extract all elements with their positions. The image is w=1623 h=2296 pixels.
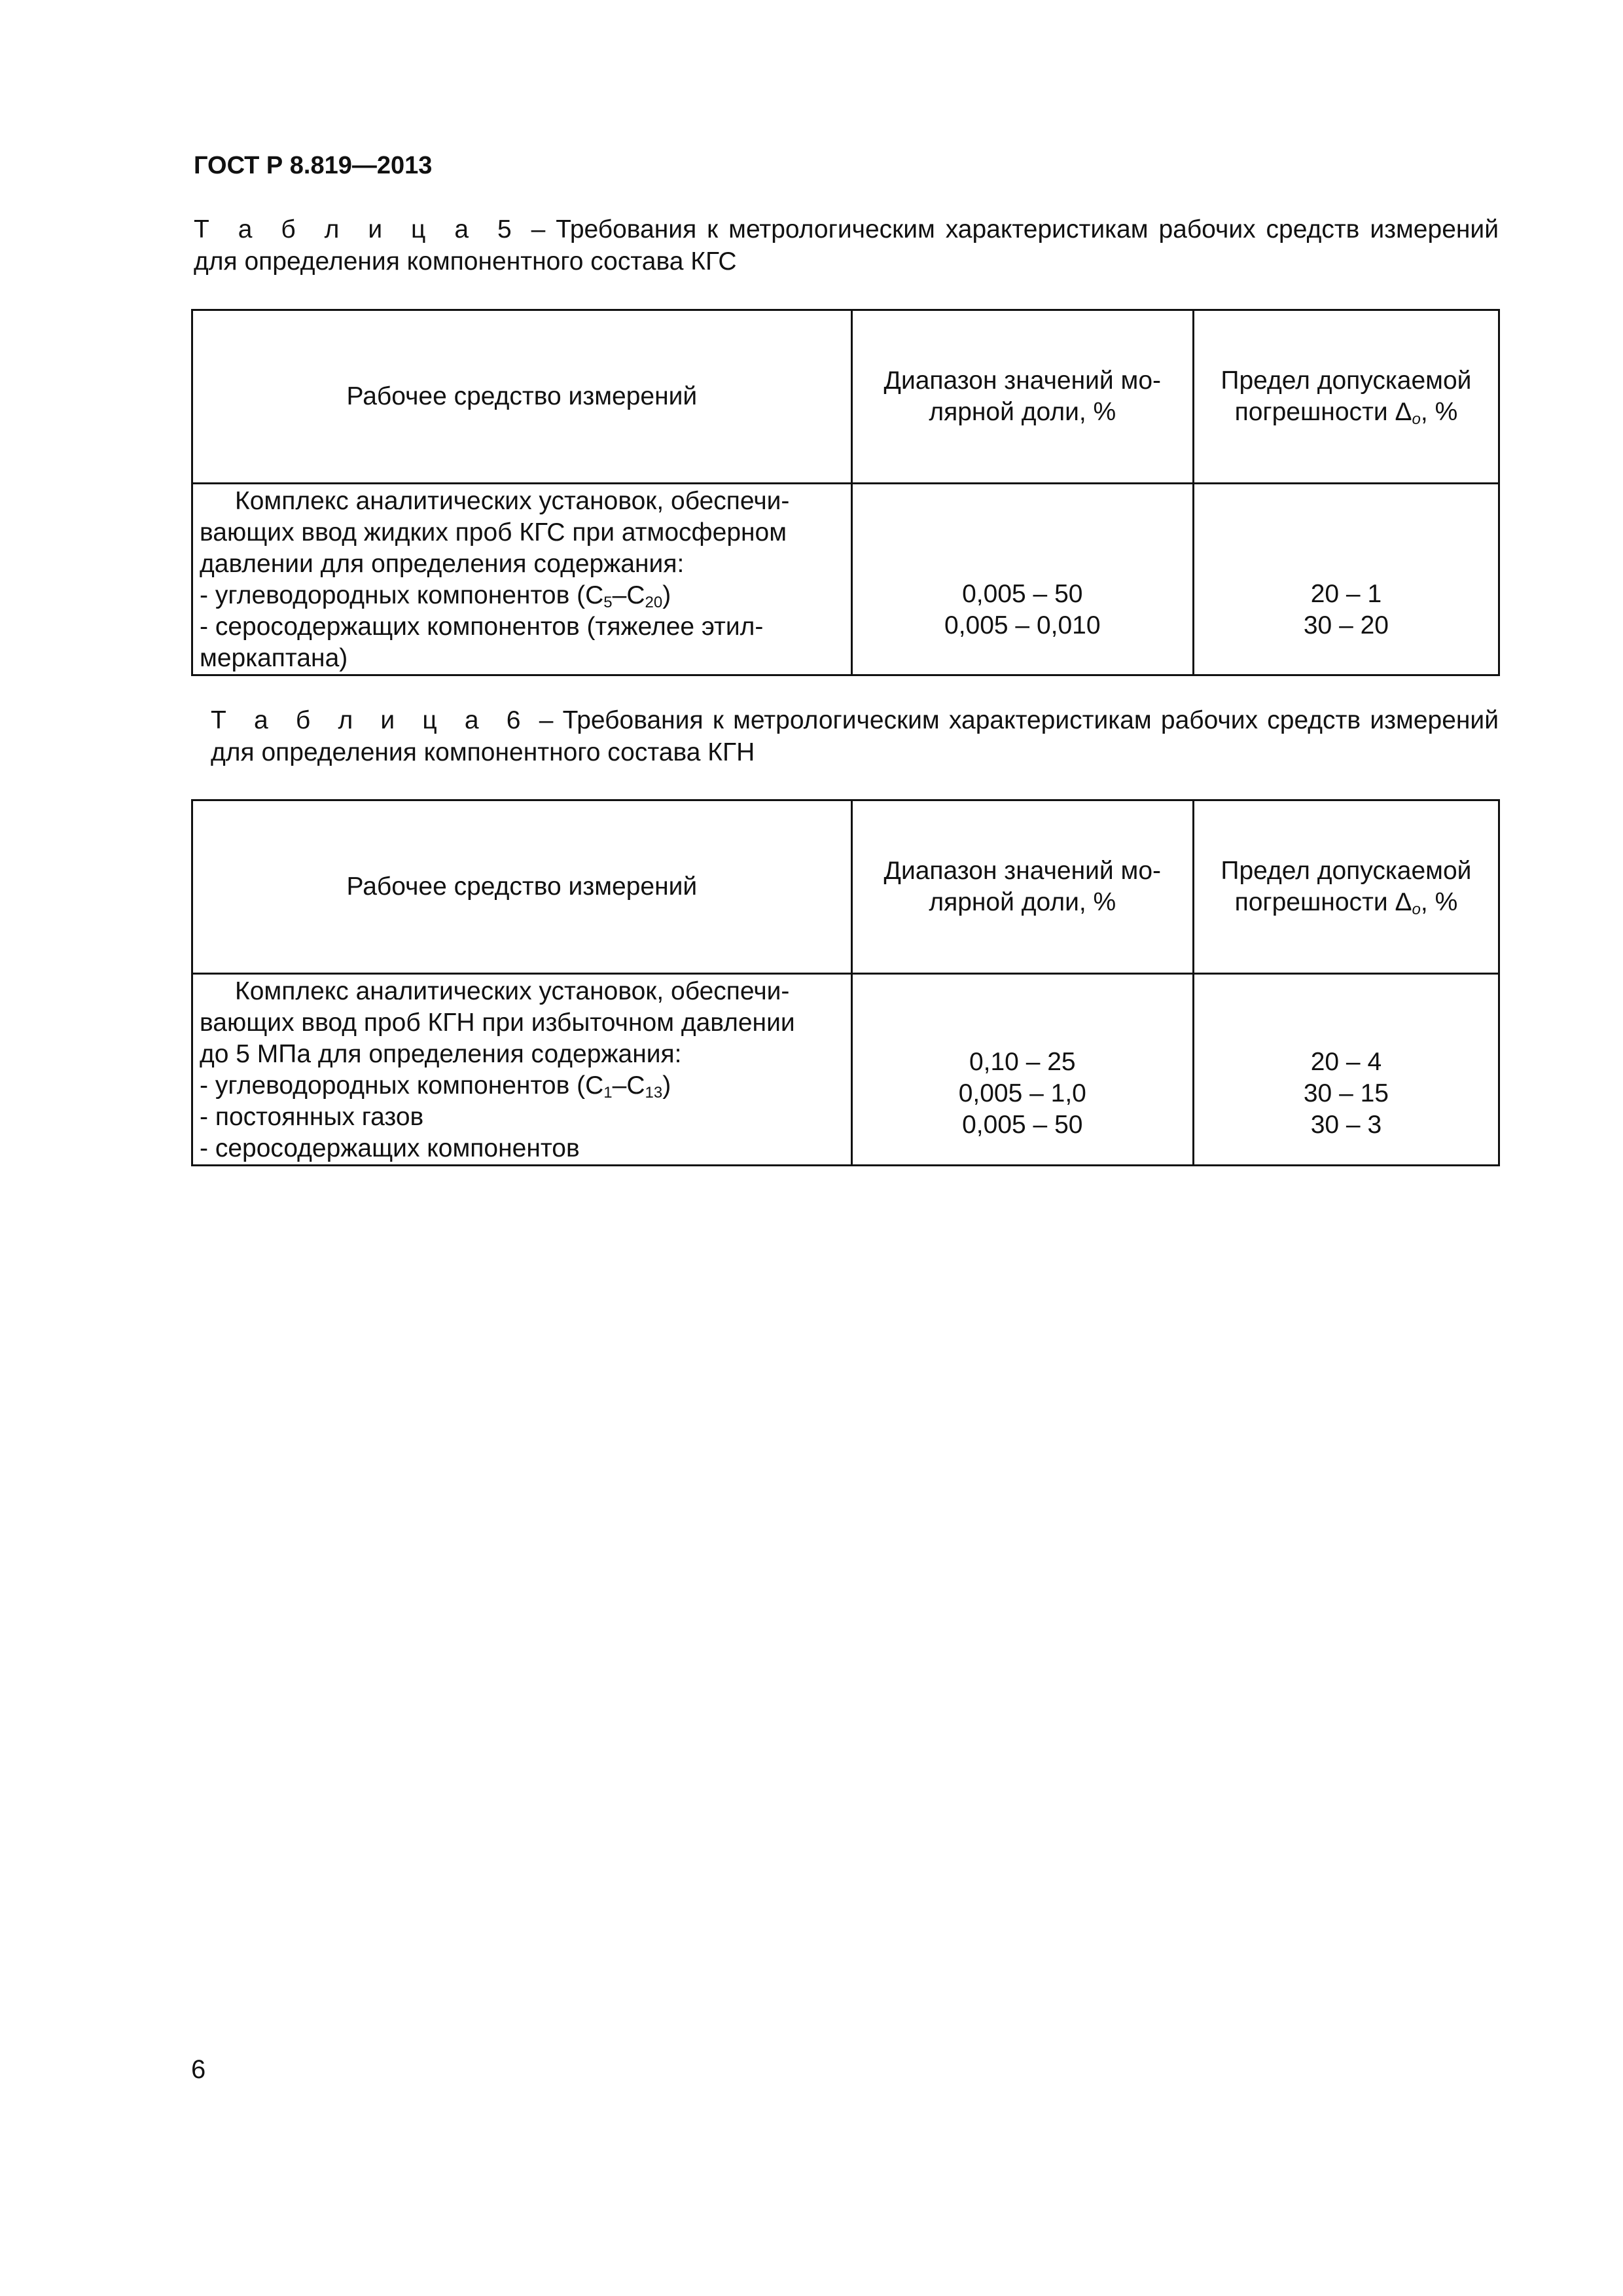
- table6: [191, 799, 1500, 1166]
- table6-item-hydrocarbons: - углеводородных компонентов $(С_1-С_{13})$: [200, 1071, 671, 1102]
- table6-caption-text: – Требования к метрологическим характеристикам рабочих средств измерений для определения компонентного состава КГН: [211, 706, 1499, 766]
- table5-row: [192, 484, 1499, 675]
- table6-col-instrument: Рабочее средство измерений: [192, 800, 852, 974]
- table5-caption-text: – Требования к метрологическим характеристикам рабочих средств измерений для определения компонентного состава КГС: [194, 215, 1499, 276]
- document-header: ГОСТ Р 8.819—2013: [194, 152, 433, 179]
- table5: [191, 309, 1500, 676]
- table5-label: Т а б л и ц а 5: [194, 215, 521, 243]
- table6-row-ranges: 0,10 – 25 0,005 – 1,0 0,005 – 50: [851, 974, 1193, 1166]
- table6-item-sulfur: - серосодержащих компонентов: [200, 1134, 580, 1162]
- table5-item-hydrocarbons: - углеводородных компонентов $(С_5-С_{20})$: [200, 581, 671, 611]
- table5-caption: [194, 213, 1499, 278]
- table6-row-errors: 20 – 4 30 – 15 30 – 3: [1193, 974, 1499, 1166]
- table5-row-errors: 20 – 1 30 – 20: [1193, 484, 1499, 675]
- table5-row-description: Комплекс аналитических установок, обеспечи- вающих ввод жидких проб КГС при атмосферном давлении для определения содержания: - углеводородных компонентов $(С_5-С_{20})$ - серосодержащих компонентов (тяжелее этил- меркаптана): [192, 484, 852, 675]
- table6-col-range: Диапазон значений мо- лярной доли, %: [851, 800, 1193, 974]
- table5-row-ranges: 0,005 – 50 0,005 – 0,010: [851, 484, 1193, 675]
- table6-header-row: [192, 800, 1499, 974]
- page-number: 6: [191, 2055, 206, 2084]
- table5-item-sulfur: - серосодержащих компонентов (тяжелее этил-: [200, 613, 764, 641]
- table5-col-instrument: Рабочее средство измерений: [192, 310, 852, 484]
- table5-col-range: Диапазон значений мо- лярной доли, %: [851, 310, 1193, 484]
- table6-row-description: Комплекс аналитических установок, обеспечи- вающих ввод проб КГН при избыточном давлении до 5 МПа для определения содержания: - углеводородных компонентов $(С_1-С_{13})$ - постоянных газов - серосодержащих компонентов: [192, 974, 852, 1166]
- table6-label: Т а б л и ц а 6: [211, 706, 530, 734]
- table5-header-row: [192, 310, 1499, 484]
- table6-caption: [211, 704, 1499, 768]
- table5-col-error: Предел допускаемой погрешности $\Delta_o$, %: [1193, 310, 1499, 484]
- table6-item-gases: - постоянных газов: [200, 1103, 424, 1131]
- table6-row: [192, 974, 1499, 1166]
- table6-col-error: Предел допускаемой погрешности $\Delta_o$, %: [1193, 800, 1499, 974]
